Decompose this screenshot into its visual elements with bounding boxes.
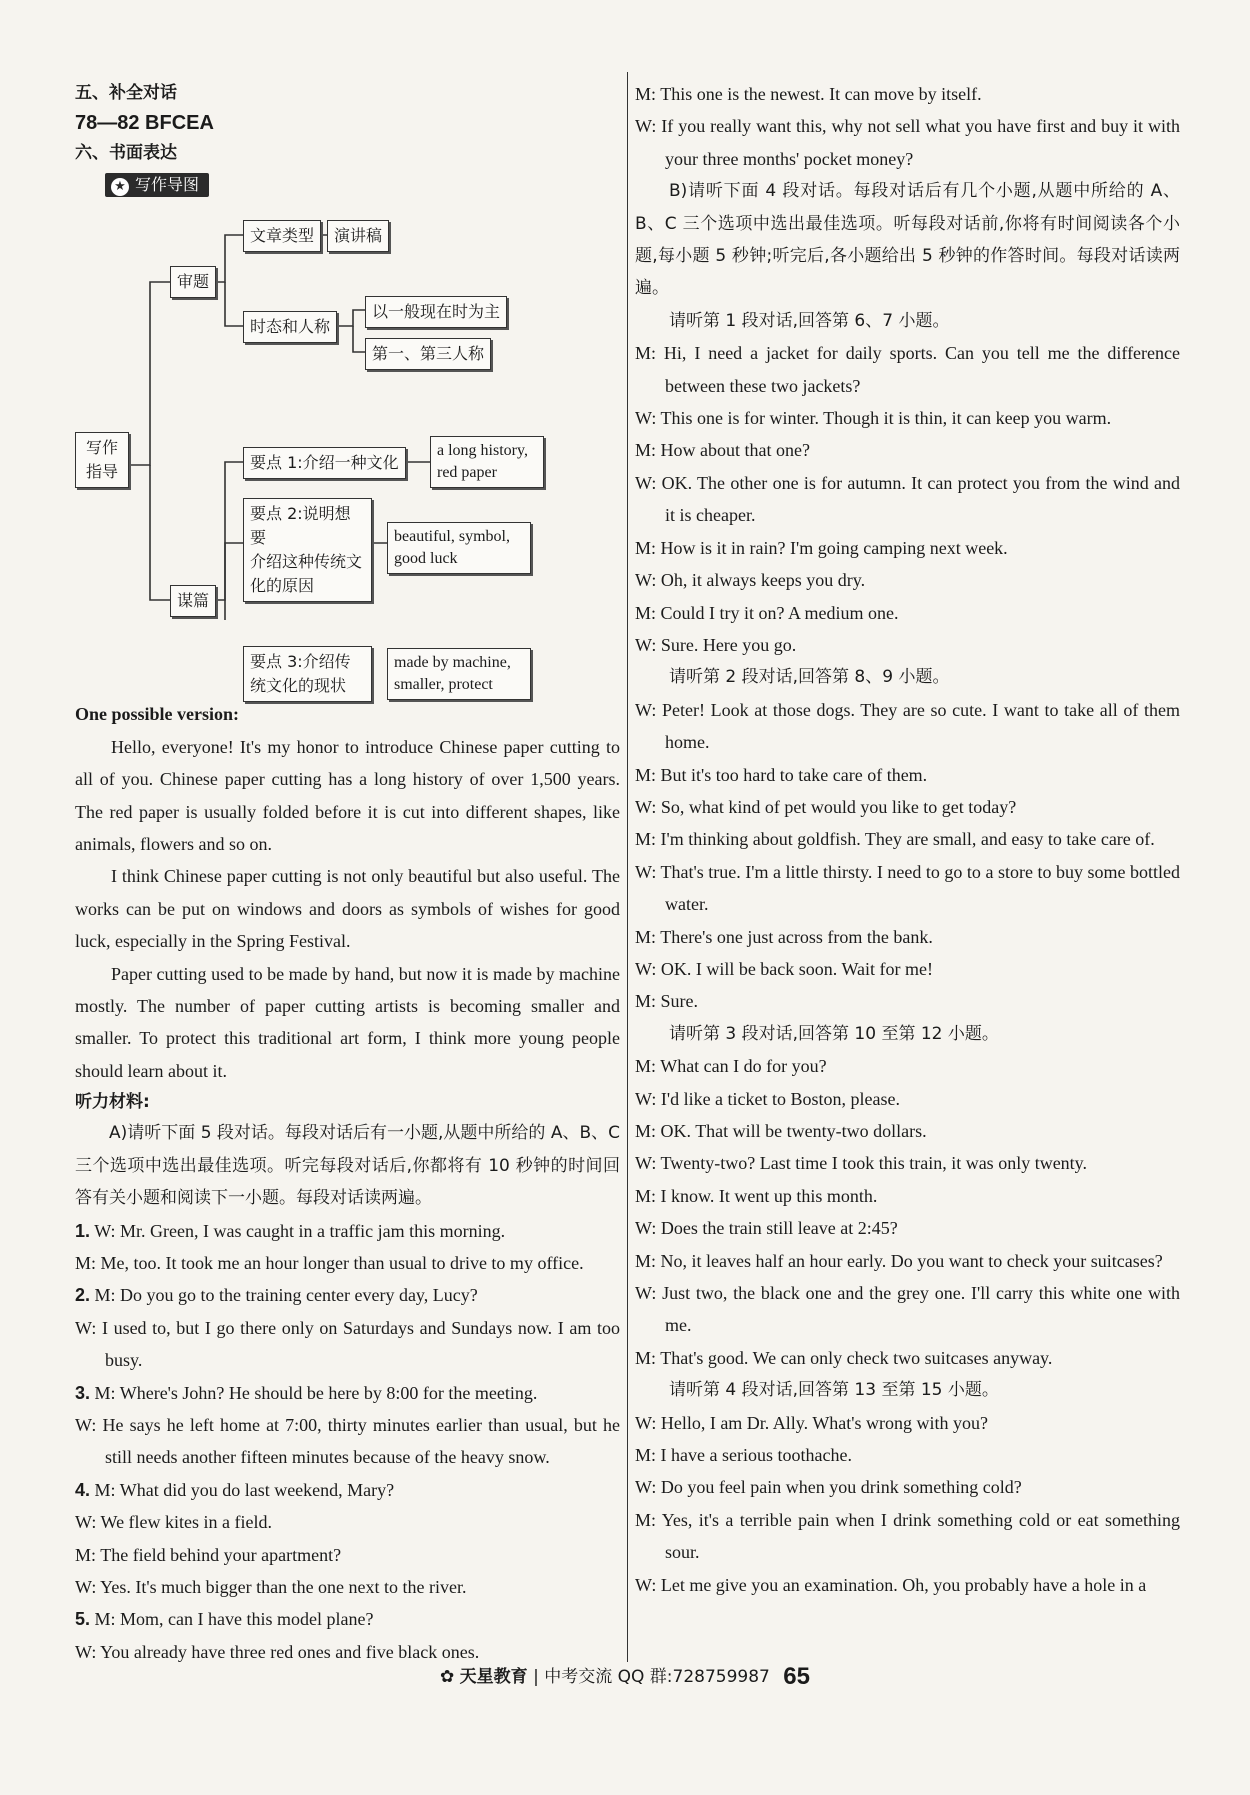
speaker: M: [635, 1445, 657, 1466]
left-column [75, 78, 620, 1668]
speaker: M: [635, 343, 657, 364]
dialogue-line: Yes, it's a terrible pain when I drink something cold or eat something sour. [661, 1509, 1180, 1563]
speaker: W: [635, 1412, 657, 1433]
question-number: 3. [75, 1382, 91, 1403]
dialogue-line: This one is for winter. Though it is thin, it can keep you warm. [660, 408, 1112, 429]
dialogue-line: Where's John? He should be here by 8:00 for the meeting. [119, 1382, 538, 1403]
speaker: W: [635, 1477, 657, 1498]
writing-guide-badge [105, 173, 209, 197]
question-number: 2. [75, 1285, 91, 1306]
mindmap-shenti: 审题 [170, 266, 216, 298]
essay-paragraph-1: Hello, everyone! It's my honor to introduce Chinese paper cutting to all of you. Chinese paper cutting has a long history of over 1,500 years. The red paper is usually folded before it is cut into different shapes, like animals, flowers and so on. [75, 736, 620, 855]
essay-paragraph-2: I think Chinese paper cutting is not only beautiful but also useful. The works can be put on windows and doors as symbols of wishes for good luck, especially in the Spring Festival. [75, 866, 620, 952]
page-number: 65 [783, 1663, 810, 1690]
speaker: M: [635, 764, 657, 785]
dialogue-line: Peter! Look at those dogs. They are so cute. I want to take all of them home. [661, 699, 1180, 753]
dialogue-line: I'm thinking about goldfish. They are small, and easy to take care of. [660, 829, 1155, 850]
dialogue-line: I know. It went up this month. [660, 1185, 878, 1206]
speaker: W: [75, 1317, 97, 1338]
speaker: W: [635, 408, 657, 429]
dialogue-4 [635, 1407, 1180, 1601]
speaker: M: [635, 1056, 657, 1077]
question-number: 4. [75, 1479, 91, 1500]
speaker: W: [635, 1218, 657, 1239]
dialogue-line: Yes. It's much bigger than the one next to the river. [100, 1576, 467, 1597]
dialogue-line: That's good. We can only check two suitcases anyway. [660, 1347, 1053, 1368]
dialogue-line: I have a serious toothache. [660, 1445, 852, 1466]
mindmap-point3: 要点 3:介绍传 统文化的现状 [243, 646, 372, 702]
dialogue-line: Could I try it on? A medium one. [660, 602, 899, 623]
speaker: M: [94, 1479, 116, 1500]
speaker: W: [75, 1576, 97, 1597]
footer-qq-group: 中考交流 QQ 群:728759987 [544, 1667, 770, 1687]
mindmap-point1-detail: a long history, red paper [430, 436, 544, 488]
dialogue-line: You already have three red ones and five black ones. [100, 1641, 480, 1662]
listening-q4 [75, 1474, 620, 1604]
dialogue-line: Sure. Here you go. [660, 634, 797, 655]
speaker: M: [94, 1285, 116, 1306]
dialogue-3 [635, 1050, 1180, 1374]
mindmap-renchen: 第一、第三人称 [365, 338, 491, 370]
dialogue-line: Just two, the black one and the grey one. I'll carry this white one with me. [662, 1283, 1181, 1336]
speaker: W: [94, 1220, 116, 1241]
dialogue-line: This one is the newest. It can move by itself. [660, 84, 982, 104]
dialogue-line: OK. That will be twenty-two dollars. [660, 1121, 927, 1141]
listening-part-b-intro: B)请听下面 4 段对话。每段对话后有几个小题,从题中所给的 A、B、C 三个选项中选出最佳选项。听每段对话前,你将有时间阅读各个小题,每小题 5 秒钟;听完后,各小题给出 5 秒钟的作答时间。每段对话读两遍。 [635, 181, 1180, 299]
dialogue-line: Does the train still leave at 2:45? [660, 1218, 898, 1239]
writing-mindmap [75, 200, 620, 696]
dialogue-line: Sure. [660, 991, 699, 1012]
mindmap-root: 写作 指导 [75, 432, 129, 488]
dialogue-3-intro: 请听第 3 段对话,回答第 10 至第 12 小题。 [669, 1023, 999, 1044]
dialogue-line: The field behind your apartment? [100, 1544, 342, 1565]
dialogue-line: Oh, it always keeps you dry. [660, 570, 866, 591]
dialogue-1 [635, 337, 1180, 661]
speaker: W: [635, 1283, 657, 1304]
dialogue-continued [635, 78, 1180, 175]
answer-key: 78—82 BFCEA [75, 112, 214, 134]
speaker: W: [75, 1512, 97, 1533]
dialogue-line: There's one just across from the bank. [660, 926, 933, 947]
listening-q3 [75, 1377, 620, 1474]
speaker: W: [635, 958, 657, 979]
dialogue-line: What can I do for you? [660, 1056, 827, 1077]
dialogue-line: Mr. Green, I was caught in a traffic jam this morning. [120, 1220, 506, 1241]
mindmap-shitai: 时态和人称 [243, 311, 337, 343]
dialogue-line: Mom, can I have this model plane? [120, 1609, 374, 1630]
section-five-heading: 五、补全对话 [75, 83, 177, 103]
dialogue-line: OK. I will be back soon. Wait for me! [660, 958, 933, 979]
question-number: 5. [75, 1609, 91, 1630]
speaker: M: [635, 1185, 657, 1206]
speaker: M: [75, 1252, 97, 1273]
speaker: M: [635, 1347, 657, 1368]
page-footer [0, 1662, 1250, 1691]
mindmap-moupian: 谋篇 [170, 585, 216, 617]
mindmap-point3-detail: made by machine, smaller, protect [387, 648, 531, 700]
dialogue-line: Hi, I need a jacket for daily sports. Can you tell me the difference between these two jackets? [663, 343, 1181, 396]
mindmap-point2: 要点 2:说明想要 介绍这种传统文 化的原因 [243, 498, 372, 602]
dialogue-line: Do you go to the training center every day, Lucy? [120, 1285, 478, 1306]
speaker: W: [635, 472, 657, 493]
dialogue-line: We flew kites in a field. [100, 1512, 273, 1533]
dialogue-2 [635, 694, 1180, 1018]
dialogue-line: So, what kind of pet would you like to get today? [660, 796, 1017, 817]
dialogue-line: What did you do last weekend, Mary? [119, 1479, 395, 1500]
mindmap-point2-detail: beautiful, symbol, good luck [387, 522, 531, 574]
speaker: W: [635, 1574, 657, 1595]
listening-heading: 听力材料: [75, 1092, 150, 1113]
dialogue-2-intro: 请听第 2 段对话,回答第 8、9 小题。 [669, 667, 950, 688]
dialogue-line: Me, too. It took me an hour longer than usual to drive to my office. [100, 1252, 584, 1273]
dialogue-line: I'd like a ticket to Boston, please. [660, 1088, 901, 1109]
mindmap-leixing: 文章类型 [243, 220, 321, 252]
speaker: W: [75, 1414, 97, 1435]
publisher-star-icon: ✿ [440, 1667, 455, 1687]
speaker: W: [75, 1641, 97, 1662]
speaker: M: [635, 991, 657, 1012]
speaker: M: [635, 926, 657, 947]
dialogue-line: How is it in rain? I'm going camping next week. [660, 537, 1008, 558]
listening-part-a-intro: A)请听下面 5 段对话。每段对话后有一小题,从题中所给的 A、B、C 三个选项中选出最佳选项。听完每段对话后,你都将有 10 秒钟的时间回答有关小题和阅读下一小题。每段对话读两遍。 [75, 1123, 620, 1209]
dialogue-line: Hello, I am Dr. Ally. What's wrong with you? [660, 1412, 989, 1433]
speaker: W: [635, 570, 657, 591]
speaker: M: [635, 1250, 657, 1271]
mindmap-yanjiang: 演讲稿 [327, 220, 389, 252]
dialogue-line: Do you feel pain when you drink something cold? [660, 1477, 1022, 1498]
mindmap-point1: 要点 1:介绍一种文化 [243, 447, 406, 479]
speaker: M: [635, 829, 657, 850]
speaker: M: [635, 440, 657, 461]
essay-heading: One possible version: [75, 704, 240, 725]
speaker: W: [635, 861, 657, 882]
dialogue-4-intro: 请听第 4 段对话,回答第 13 至第 15 小题。 [669, 1380, 999, 1401]
dialogue-line: How about that one? [660, 440, 810, 461]
dialogue-line: If you really want this, why not sell what you have first and buy it with your three months' pocket money? [661, 116, 1180, 169]
speaker: M: [75, 1544, 97, 1565]
badge-label: 写作导图 [135, 175, 200, 194]
dialogue-line: I used to, but I go there only on Saturdays and Sundays now. I am too busy. [101, 1317, 620, 1371]
listening-q1 [75, 1215, 620, 1280]
dialogue-line: He says he left home at 7:00, thirty minutes earlier than usual, but he still needs another fifteen minutes because of the heavy snow. [102, 1414, 621, 1468]
column-divider [627, 72, 628, 1662]
speaker: M: [94, 1609, 116, 1630]
speaker: W: [635, 116, 657, 137]
essay-paragraph-3: Paper cutting used to be made by hand, but now it is made by machine mostly. The number of paper cutting artists is becoming smaller and smaller. To protect this traditional art form, I think more young people should learn about it. [75, 963, 620, 1081]
dialogue-line: That's true. I'm a little thirsty. I need to go to a store to buy some bottled water. [660, 861, 1180, 915]
dialogue-line: Twenty-two? Last time I took this train, it was only twenty. [660, 1153, 1088, 1174]
section-six-heading: 六、书面表达 [75, 143, 177, 163]
dialogue-1-intro: 请听第 1 段对话,回答第 6、7 小题。 [669, 310, 950, 331]
publisher-brand: 天星教育 [459, 1667, 528, 1687]
speaker: M: [94, 1382, 116, 1403]
listening-q5 [75, 1603, 620, 1668]
speaker: W: [635, 1153, 657, 1174]
footer-separator: | [533, 1667, 545, 1687]
speaker: W: [635, 796, 657, 817]
speaker: W: [635, 1088, 657, 1109]
right-column [635, 78, 1180, 1601]
star-icon: ★ [111, 178, 129, 196]
mindmap-xianzai: 以一般现在时为主 [365, 296, 507, 328]
dialogue-line: OK. The other one is for autumn. It can protect you from the wind and it is cheaper. [661, 472, 1180, 526]
listening-q2 [75, 1279, 620, 1376]
question-number: 1. [75, 1220, 91, 1241]
speaker: M: [635, 1121, 657, 1141]
speaker: M: [635, 84, 657, 104]
speaker: W: [635, 699, 657, 720]
speaker: W: [635, 634, 657, 655]
speaker: M: [635, 1509, 657, 1530]
dialogue-line: No, it leaves half an hour early. Do you want to check your suitcases? [660, 1250, 1163, 1271]
dialogue-line: But it's too hard to take care of them. [660, 764, 928, 785]
dialogue-line: Let me give you an examination. Oh, you probably have a hole in a [660, 1574, 1147, 1595]
speaker: M: [635, 537, 657, 558]
speaker: M: [635, 602, 657, 623]
